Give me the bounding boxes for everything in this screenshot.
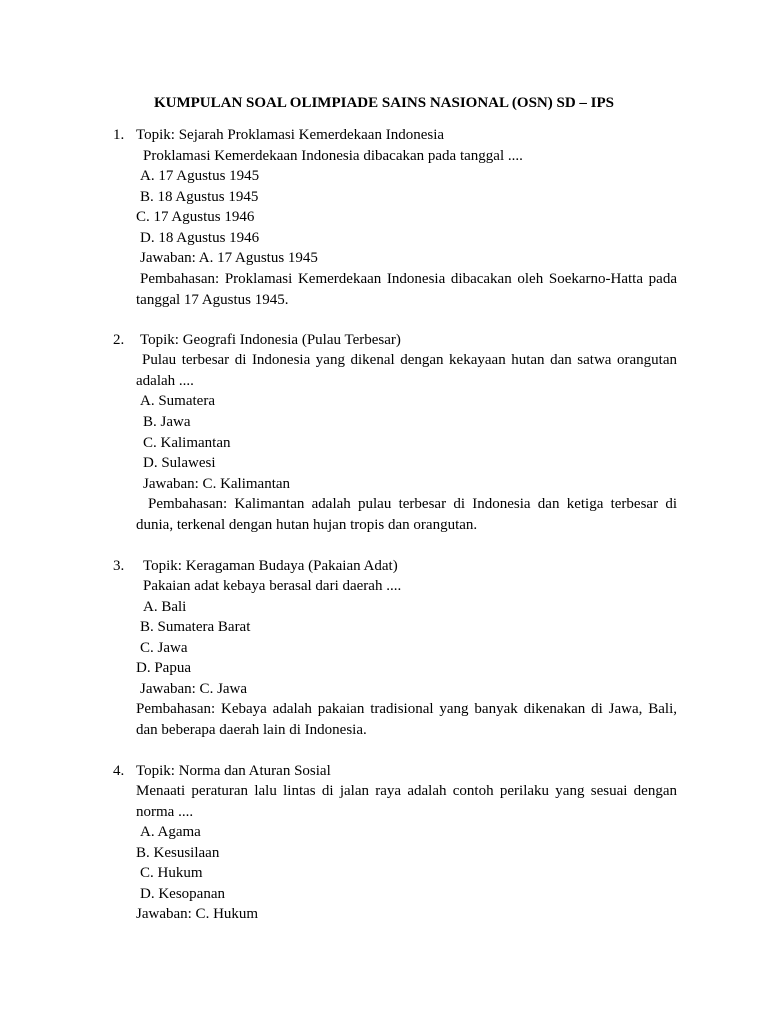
option-a: A. Bali — [143, 599, 187, 615]
option-a: A. Agama — [140, 824, 201, 840]
option-a: A. 17 Agustus 1945 — [140, 168, 260, 184]
question-topic: Topik: Sejarah Proklamasi Kemerdekaan Indonesia — [136, 127, 445, 143]
option-d: D. Papua — [136, 660, 191, 676]
option-d: D. Kesopanan — [140, 886, 225, 902]
answer: Jawaban: C. Kalimantan — [143, 476, 291, 492]
explanation: Pembahasan: Kebaya adalah pakaian tradisional yang banyak dikenakan di Jawa, Bali, dan beberapa daerah lain di Indonesia. — [136, 701, 677, 738]
question-number: 3. — [113, 558, 125, 574]
answer: Jawaban: C. Jawa — [140, 681, 248, 697]
option-b: B. 18 Agustus 1945 — [140, 189, 259, 205]
explanation: Pembahasan: Kalimantan adalah pulau terbesar di Indonesia dan ketiga terbesar di dunia, terkenal dengan hutan hujan tropis dan orangutan. — [136, 496, 677, 533]
explanation: Pembahasan: Proklamasi Kemerdekaan Indonesia dibacakan oleh Soekarno-Hatta pada tanggal 17 Agustus 1945. — [136, 271, 677, 308]
question-number: 4. — [113, 763, 125, 779]
document-title: KUMPULAN SOAL OLIMPIADE SAINS NASIONAL (OSN) SD – IPS — [153, 95, 615, 111]
question-topic: Topik: Geografi Indonesia (Pulau Terbesar) — [140, 332, 401, 348]
option-b: B. Sumatera Barat — [140, 619, 251, 635]
question-number: 1. — [113, 127, 125, 143]
question-topic: Topik: Norma dan Aturan Sosial — [136, 763, 331, 779]
question-text: Proklamasi Kemerdekaan Indonesia dibacakan pada tanggal .... — [143, 148, 523, 164]
option-a: A. Sumatera — [140, 393, 215, 409]
option-b: B. Kesusilaan — [136, 845, 220, 861]
question-text: Pulau terbesar di Indonesia yang dikenal dengan kekayaan hutan dan satwa orangutan adalah .... — [136, 352, 677, 389]
option-c: C. 17 Agustus 1946 — [136, 209, 255, 225]
option-d: D. Sulawesi — [143, 455, 216, 471]
answer: Jawaban: A. 17 Agustus 1945 — [140, 250, 318, 266]
option-d: D. 18 Agustus 1946 — [140, 230, 260, 246]
question-topic: Topik: Keragaman Budaya (Pakaian Adat) — [143, 558, 398, 574]
question-text: Menaati peraturan lalu lintas di jalan raya adalah contoh perilaku yang sesuai dengan norma .... — [136, 783, 677, 820]
option-c: C. Hukum — [140, 865, 203, 881]
option-c: C. Jawa — [140, 640, 188, 656]
answer: Jawaban: C. Hukum — [136, 906, 259, 922]
option-b: B. Jawa — [143, 414, 191, 430]
option-c: C. Kalimantan — [143, 435, 231, 451]
question-text: Pakaian adat kebaya berasal dari daerah .... — [143, 578, 402, 594]
question-number: 2. — [113, 332, 125, 348]
